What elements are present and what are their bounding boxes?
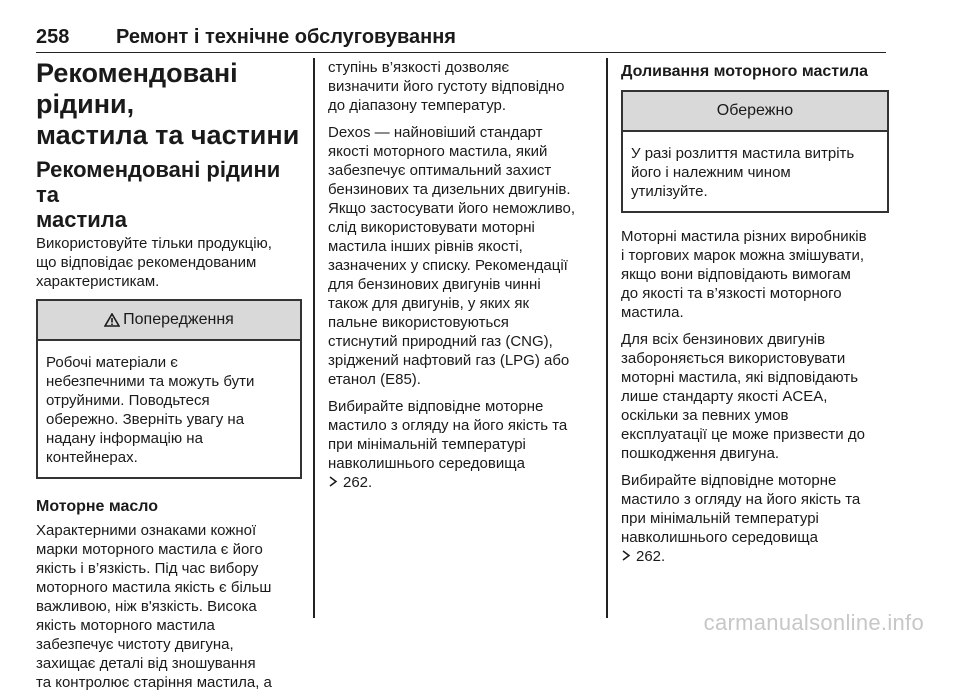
page-number: 258	[36, 26, 70, 48]
selection-paragraph: Вибирайте відповідне моторне мастило з огляду на його якість та при мінімальній температурі навколишнього середовища 262.	[621, 471, 889, 566]
topping-up-heading: Доливання моторного мастила	[621, 63, 869, 80]
page-reference[interactable]: 262.	[328, 473, 594, 492]
caution-title: Обережно	[716, 102, 794, 119]
warning-text: Робочі матеріали є небезпечними та можуть бути отруйними. Поводьтеся обережно. Зверніть увагу на надану інформацію на контейнерах.	[46, 354, 255, 466]
caution-box	[621, 90, 889, 213]
page-reference[interactable]: 262.	[621, 547, 889, 566]
warning-triangle-icon	[104, 313, 120, 327]
column-divider	[313, 58, 315, 618]
page-reference-icon	[328, 476, 339, 487]
page-header	[36, 20, 886, 53]
warning-box-header	[38, 301, 300, 341]
viscosity-paragraph: ступінь в’язкості дозволяє визначити його густоту відповідно до діапазону температур.	[328, 59, 565, 114]
section-heading: Рекомендовані рідини, мастила та частини	[36, 58, 300, 150]
warning-box	[36, 299, 302, 479]
page-reference-icon	[621, 550, 632, 561]
engine-oil-paragraph: Характерними ознаками кожної марки моторного мастила є його якість і в’язкість. Під час вибору моторного мастила якість є більш важливою, ніж в'язкість. Висока якість моторного мастила забезпечує чистоту двигуна, захищає деталі від зношування та контролює старіння мастила, а	[36, 522, 272, 691]
column-3	[621, 58, 889, 574]
column-2	[328, 58, 594, 500]
caution-text: У разі розлиття мастила витріть його і належним чином утилізуйте.	[631, 145, 855, 200]
subsection-heading: Рекомендовані рідини та мастила	[36, 157, 281, 232]
caution-box-header	[623, 92, 887, 132]
engine-oil-heading: Моторне масло	[36, 498, 159, 515]
mixing-paragraph: Моторні мастила різних виробників і торгових марок можна змішувати, якщо вони відповідають вимогам до якості та в’язкості моторного мастила.	[621, 228, 867, 321]
selection-paragraph: Вибирайте відповідне моторне мастило з огляду на його якість та при мінімальній температурі навколишнього середовища 262.	[328, 397, 594, 492]
intro-paragraph: Використовуйте тільки продукцію, що відповідає рекомендованим характеристикам.	[36, 235, 272, 290]
column-1	[36, 58, 302, 700]
column-divider	[606, 58, 608, 618]
running-title: Ремонт і технічне обслуговування	[116, 26, 456, 48]
dexos-paragraph: Dexos — найновіший стандарт якості моторного мастила, який забезпечує оптимальний захист бензинових та дизельних двигунів. Якщо застосувати його неможливо, слід використовувати моторні мастила інших рівнів якості, зазначених у списку. Рекомендації для бензинових двигунів чинні також для двигунів, у яких як пальне використовуються стиснутий природний газ (CNG), зріджений нафтовий газ (LPG) або етанол (E85).	[328, 124, 576, 388]
watermark: carmanualsonline.info	[703, 610, 924, 635]
warning-title: Попередження	[123, 311, 234, 328]
acea-paragraph: Для всіх бензинових двигунів забороняється використовувати моторні мастила, які відповідають лише стандарту якості ACEA, оскільки за певних умов експлуатації це може призвести до пошкодження двигуна.	[621, 331, 865, 462]
